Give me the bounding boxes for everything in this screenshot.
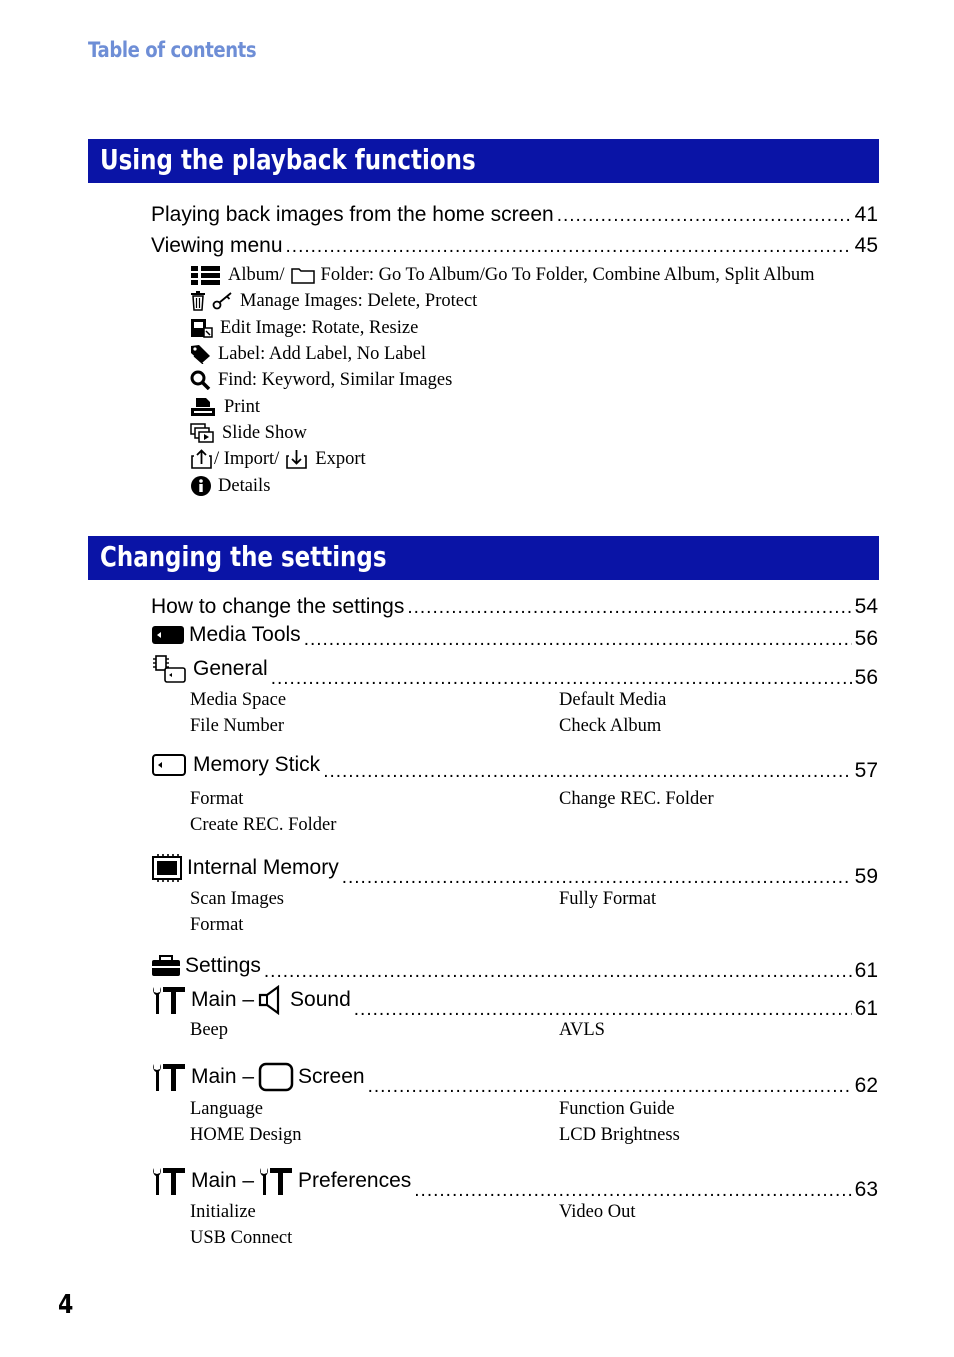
trash-icon — [190, 291, 206, 311]
export-icon — [285, 449, 309, 469]
screen-icon — [258, 1062, 294, 1092]
magnifier-icon — [190, 370, 212, 390]
toc-entry-how-to[interactable] — [151, 595, 878, 623]
menu-item-slide-show[interactable] — [190, 421, 307, 445]
menu-item-details[interactable] — [190, 474, 270, 498]
menu-item-text: Label: Add Label, No Label — [218, 343, 427, 364]
menu-item-label[interactable] — [190, 342, 426, 366]
edit-image-icon — [190, 318, 214, 338]
toolbox-icon — [151, 955, 181, 977]
setting-item: Create REC. Folder — [190, 815, 337, 835]
page-number: 4 — [58, 1290, 74, 1320]
tools-icon — [151, 985, 187, 1015]
setting-item: Function Guide — [559, 1099, 675, 1119]
toc-entry-settings[interactable] — [151, 954, 878, 982]
section-title: Using the playback functions — [100, 143, 476, 176]
entry-label: Screen — [298, 1065, 365, 1088]
entry-page: 41 — [854, 203, 878, 226]
tools-icon — [151, 1062, 187, 1092]
main-label: Main – — [191, 1169, 255, 1192]
entry-page: 56 — [854, 627, 878, 650]
dot-leader — [414, 1180, 851, 1202]
setting-item: Format — [190, 915, 244, 935]
entry-page: 45 — [854, 234, 878, 257]
dot-leader — [323, 761, 851, 783]
dot-leader — [286, 236, 852, 258]
menu-item-import-export[interactable] — [190, 447, 366, 471]
entry-label: Viewing menu — [151, 234, 283, 257]
preferences-tools-icon — [258, 1166, 294, 1196]
dot-leader — [407, 597, 851, 619]
entry-page: 61 — [854, 959, 878, 982]
setting-item: File Number — [190, 716, 285, 736]
setting-item: Initialize — [190, 1202, 256, 1222]
setting-item: Language — [190, 1099, 263, 1119]
setting-item: Default Media — [559, 690, 667, 710]
toc-entry-general[interactable] — [151, 654, 878, 689]
import-icon — [190, 449, 214, 469]
folder-icon — [291, 266, 315, 284]
menu-item-text: Print — [224, 396, 260, 417]
entry-page: 56 — [854, 666, 878, 689]
media-tools-icon — [151, 625, 185, 645]
entry-page: 62 — [854, 1074, 878, 1097]
dot-leader — [368, 1076, 852, 1098]
setting-item: LCD Brightness — [559, 1125, 680, 1145]
menu-item-text: Export — [315, 448, 366, 469]
entry-label: Media Tools — [189, 623, 301, 646]
main-label: Main – — [191, 1065, 255, 1088]
toc-entry-memory-stick[interactable] — [151, 753, 878, 781]
menu-item-text: Slide Show — [222, 422, 307, 443]
setting-item: Fully Format — [559, 889, 657, 909]
printer-icon — [190, 397, 218, 417]
entry-label: Sound — [290, 988, 351, 1011]
section-title: Changing the settings — [100, 540, 387, 573]
entry-label: How to change the settings — [151, 595, 405, 618]
setting-item: AVLS — [559, 1020, 605, 1040]
setting-item: Media Space — [190, 690, 287, 710]
entry-page: 61 — [854, 997, 878, 1020]
setting-item: Video Out — [559, 1202, 636, 1222]
dot-leader — [271, 668, 852, 690]
menu-item-text: Edit Image: Rotate, Resize — [220, 317, 419, 338]
menu-item-album-folder[interactable] — [190, 263, 815, 287]
menu-item-text: Details — [218, 475, 271, 496]
entry-page: 63 — [854, 1178, 878, 1201]
toc-entry-main-screen[interactable] — [151, 1062, 878, 1097]
section-header-playback — [88, 139, 879, 183]
dot-leader — [304, 629, 852, 651]
menu-item-find[interactable] — [190, 368, 452, 392]
table-of-contents-link[interactable]: Table of contents — [88, 38, 257, 62]
toc-entry-media-tools[interactable] — [151, 623, 878, 651]
dot-leader — [557, 205, 852, 227]
menu-item-print[interactable] — [190, 395, 260, 419]
menu-item-prefix: Album/ — [228, 264, 285, 285]
toc-entry-home-screen[interactable] — [151, 203, 878, 231]
entry-label: Settings — [185, 954, 261, 977]
info-icon — [190, 475, 212, 497]
setting-item: USB Connect — [190, 1228, 293, 1248]
dot-leader — [264, 961, 852, 983]
entry-page: 57 — [854, 759, 878, 782]
menu-item-text: Find: Keyword, Similar Images — [218, 369, 453, 390]
setting-item: HOME Design — [190, 1125, 302, 1145]
entry-page: 59 — [854, 865, 878, 888]
toc-entry-main-sound[interactable] — [151, 985, 878, 1020]
section-header-settings — [88, 536, 879, 580]
setting-item: Check Album — [559, 716, 662, 736]
setting-item: Change REC. Folder — [559, 789, 714, 809]
internal-memory-icon — [151, 853, 183, 883]
entry-label: General — [193, 657, 268, 680]
menu-item-edit-image[interactable] — [190, 316, 418, 340]
entry-label: Memory Stick — [193, 753, 321, 776]
setting-item: Format — [190, 789, 244, 809]
entry-page: 54 — [854, 595, 878, 618]
general-settings-icon — [151, 654, 189, 684]
menu-item-text: Folder: Go To Album/Go To Folder, Combine Album, Split Album — [320, 264, 815, 285]
key-icon — [212, 292, 234, 310]
entry-label: Internal Memory — [187, 856, 339, 879]
menu-item-manage-images[interactable] — [190, 289, 477, 313]
dot-leader — [342, 867, 852, 889]
tools-icon — [151, 1166, 187, 1196]
main-label: Main – — [191, 988, 255, 1011]
album-icon — [190, 265, 222, 285]
setting-item: Scan Images — [190, 889, 285, 909]
toc-entry-viewing-menu[interactable] — [151, 234, 878, 262]
label-tag-icon — [190, 344, 212, 364]
memory-stick-icon — [151, 753, 189, 777]
setting-item: Beep — [190, 1020, 229, 1040]
entry-label: Playing back images from the home screen — [151, 203, 554, 226]
menu-item-prefix: / Import/ — [214, 448, 280, 469]
slideshow-icon — [190, 423, 216, 443]
entry-label: Preferences — [298, 1169, 412, 1192]
speaker-icon — [258, 985, 286, 1015]
menu-item-text: Manage Images: Delete, Protect — [240, 290, 478, 311]
toc-entry-main-preferences[interactable] — [151, 1166, 878, 1201]
dot-leader — [354, 999, 852, 1021]
toc-entry-internal-memory[interactable] — [151, 853, 878, 888]
